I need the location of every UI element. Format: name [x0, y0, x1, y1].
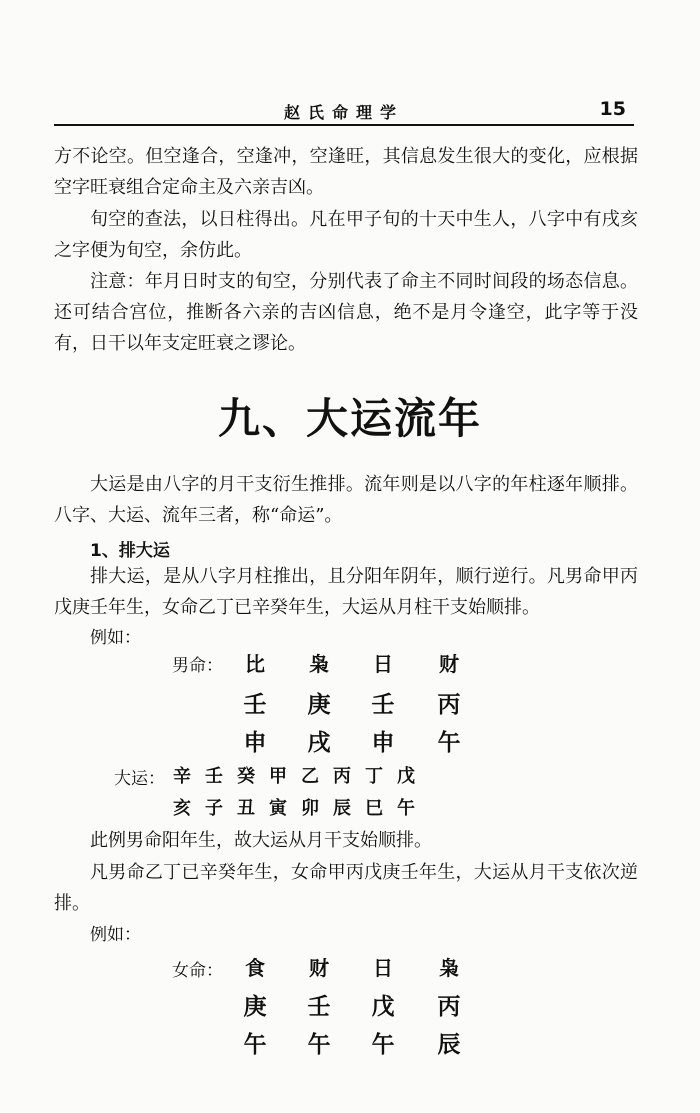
ten-god-cell: 日	[373, 956, 393, 980]
ten-god-cell: 食	[245, 956, 265, 980]
dayun-branch: 寅	[269, 798, 287, 819]
running-header	[54, 98, 634, 126]
stem-cell: 壬	[307, 994, 331, 1020]
dayun-stem: 壬	[205, 766, 223, 787]
dayun-branch: 午	[397, 798, 415, 819]
dayun-branch: 卯	[301, 798, 319, 819]
ten-god-cell: 财	[309, 956, 329, 980]
stem-cell: 庚	[243, 994, 267, 1020]
male-branches-row	[225, 724, 485, 757]
dayun-branches-row	[166, 794, 422, 820]
female-ten-gods-row	[225, 952, 485, 981]
paragraph-2: 旬空的查法，以日柱得出。凡在甲子旬的十天中生人，八字中有戌亥之字便为旬空，余仿此。	[54, 209, 638, 261]
example-label-2: 例如：	[90, 925, 141, 945]
dayun-stem: 丙	[333, 766, 351, 787]
example-label-1: 例如：	[90, 628, 141, 648]
branch-cell: 申	[243, 730, 267, 756]
stem-cell: 丙	[437, 994, 461, 1020]
dayun-stem: 辛	[173, 766, 191, 787]
branch-cell: 午	[307, 1032, 331, 1058]
paragraph-7: 凡男命乙丁已辛癸年生，女命甲丙戊庚壬年生，大运从月干支依次逆排。	[54, 862, 638, 914]
female-chart-label: 女命：	[172, 961, 223, 981]
ten-god-cell: 枭	[309, 652, 329, 676]
male-ten-gods-row	[225, 648, 485, 677]
dayun-stem: 戊	[397, 766, 415, 787]
branch-cell: 申	[371, 730, 395, 756]
paragraph-1: 方不论空。但空逢合，空逢冲，空逢旺，其信息发生很大的变化，应根据空字旺衰组合定命主及六亲吉凶。	[54, 146, 638, 198]
book-title: 赵氏命理学	[283, 103, 404, 122]
paragraph-3: 注意：年月日时支的旬空，分别代表了命主不同时间段的场态信息。还可结合宫位，推断各六亲的吉凶信息，绝不是月令逢空，此字等于没有，日干以年支定旺衰之谬论。	[54, 271, 638, 354]
dayun-branch: 亥	[173, 798, 191, 819]
stem-cell: 戊	[371, 994, 395, 1020]
branch-cell: 午	[371, 1032, 395, 1058]
stem-cell: 壬	[371, 692, 395, 718]
stem-cell: 丙	[437, 692, 461, 718]
dayun-branch: 巳	[365, 798, 383, 819]
paragraph-5: 排大运，是从八字月柱推出，且分阳年阴年，顺行逆行。凡男命甲丙戊庚壬年生，女命乙丁已辛癸年生，大运从月柱干支始顺排。	[54, 566, 638, 618]
section-title: 1、排大运	[90, 541, 170, 561]
ten-god-cell: 日	[373, 652, 393, 676]
male-chart-label: 男命：	[172, 656, 223, 676]
branch-cell: 午	[437, 730, 461, 756]
female-branches-row	[225, 1026, 485, 1059]
stem-cell: 庚	[307, 692, 331, 718]
male-stems-row	[225, 686, 485, 719]
dayun-branch: 辰	[333, 798, 351, 819]
dayun-stem: 丁	[365, 766, 383, 787]
dayun-stem: 乙	[301, 766, 319, 787]
branch-cell: 午	[243, 1032, 267, 1058]
ten-god-cell: 财	[439, 652, 459, 676]
stem-cell: 壬	[243, 692, 267, 718]
dayun-branch: 子	[205, 798, 223, 819]
paragraph-6: 此例男命阳年生，故大运从月干支始顺排。	[90, 830, 432, 851]
branch-cell: 辰	[437, 1032, 461, 1058]
dayun-stem: 甲	[269, 766, 287, 787]
female-stems-row	[225, 988, 485, 1021]
ten-god-cell: 枭	[439, 956, 459, 980]
page-number: 15	[599, 98, 626, 120]
dayun-stems-row	[166, 762, 422, 788]
dayun-label: 大运：	[114, 769, 165, 789]
branch-cell: 戌	[307, 730, 331, 756]
dayun-branch: 丑	[237, 798, 255, 819]
dayun-stem: 癸	[237, 766, 255, 787]
paragraph-4: 大运是由八字的月干支衍生推排。流年则是以八字的年柱逐年顺排。八字、大运、流年三者，称“命运”。	[54, 474, 638, 526]
chapter-title: 九、大运流年	[217, 394, 482, 443]
ten-god-cell: 比	[245, 652, 265, 676]
